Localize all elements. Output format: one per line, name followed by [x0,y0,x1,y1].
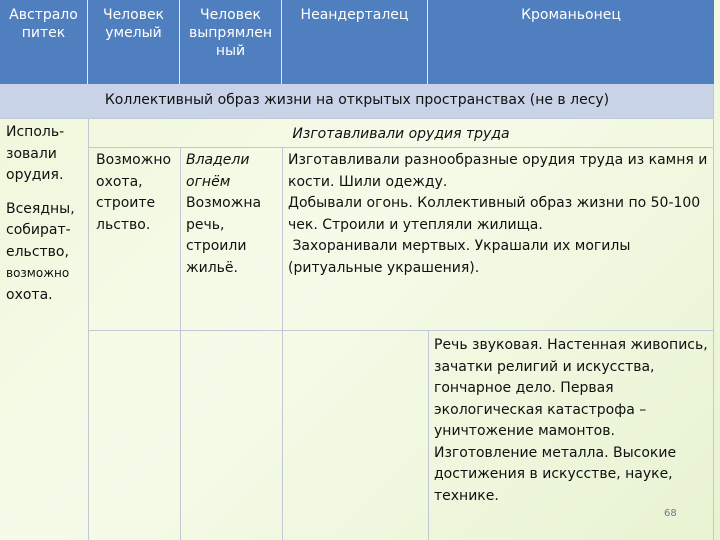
row-divider [88,147,714,148]
col-divider [88,118,89,540]
australopithecus-text [6,122,88,306]
australopithecus-hunting: охота. [6,286,53,303]
neanderthal-burials: Захоранивали мертвых. Украшали их могилы (ритуальные украшения). [288,238,635,276]
neanderthal-fire: Добывали огонь. Коллективный образ жизни по 50-100 чек. Строили и утепляли жилища. [288,195,701,233]
col-divider [713,84,714,540]
header-homo-erectus: Человек выпрямлен ный [180,0,282,84]
col-divider [282,147,283,540]
header-homo-habilis: Человек умелый [88,0,180,84]
header-neanderthal: Неандерталец [282,0,428,84]
row-divider [88,330,714,331]
homo-erectus-fire: Владели огнём [186,152,250,190]
neanderthal-tools: Изготавливали разнообразные орудия труда из камня и кости. Шили одежду. [288,152,708,190]
australopithecus-tools: Исполь-зовали орудия. [6,124,65,183]
row-divider [0,118,714,119]
homo-habilis-text: Возможно охота, строите льство. [96,152,172,233]
homo-erectus-speech: Возможна речь, строили жильё. [186,195,262,276]
neanderthal-text [288,150,708,279]
page-number: 68 [664,508,677,519]
australopithecus-diet: Всеядны, собират-ельство, [6,200,75,260]
homo-erectus-text [186,150,280,279]
band-row-text: Коллективный образ жизни на открытых пространствах (не в лесу) [104,92,610,108]
col-divider [180,147,181,540]
tools-span-heading: Изготавливали орудия труда [292,126,510,142]
header-australopithecus: Австрало питек [0,0,88,84]
cro-magnon-text: Речь звуковая. Настенная живопись, зачатки религий и искусства, гончарное дело. Первая экологическая катастрофа – уничтожение мамонтов. Изготовление металла. Высокие достижения в искусстве, науке, технике. [434,337,708,504]
col-divider [428,330,429,540]
header-cro-magnon: Кроманьонец [428,0,714,84]
australopithecus-possibly: возможно [6,266,70,280]
